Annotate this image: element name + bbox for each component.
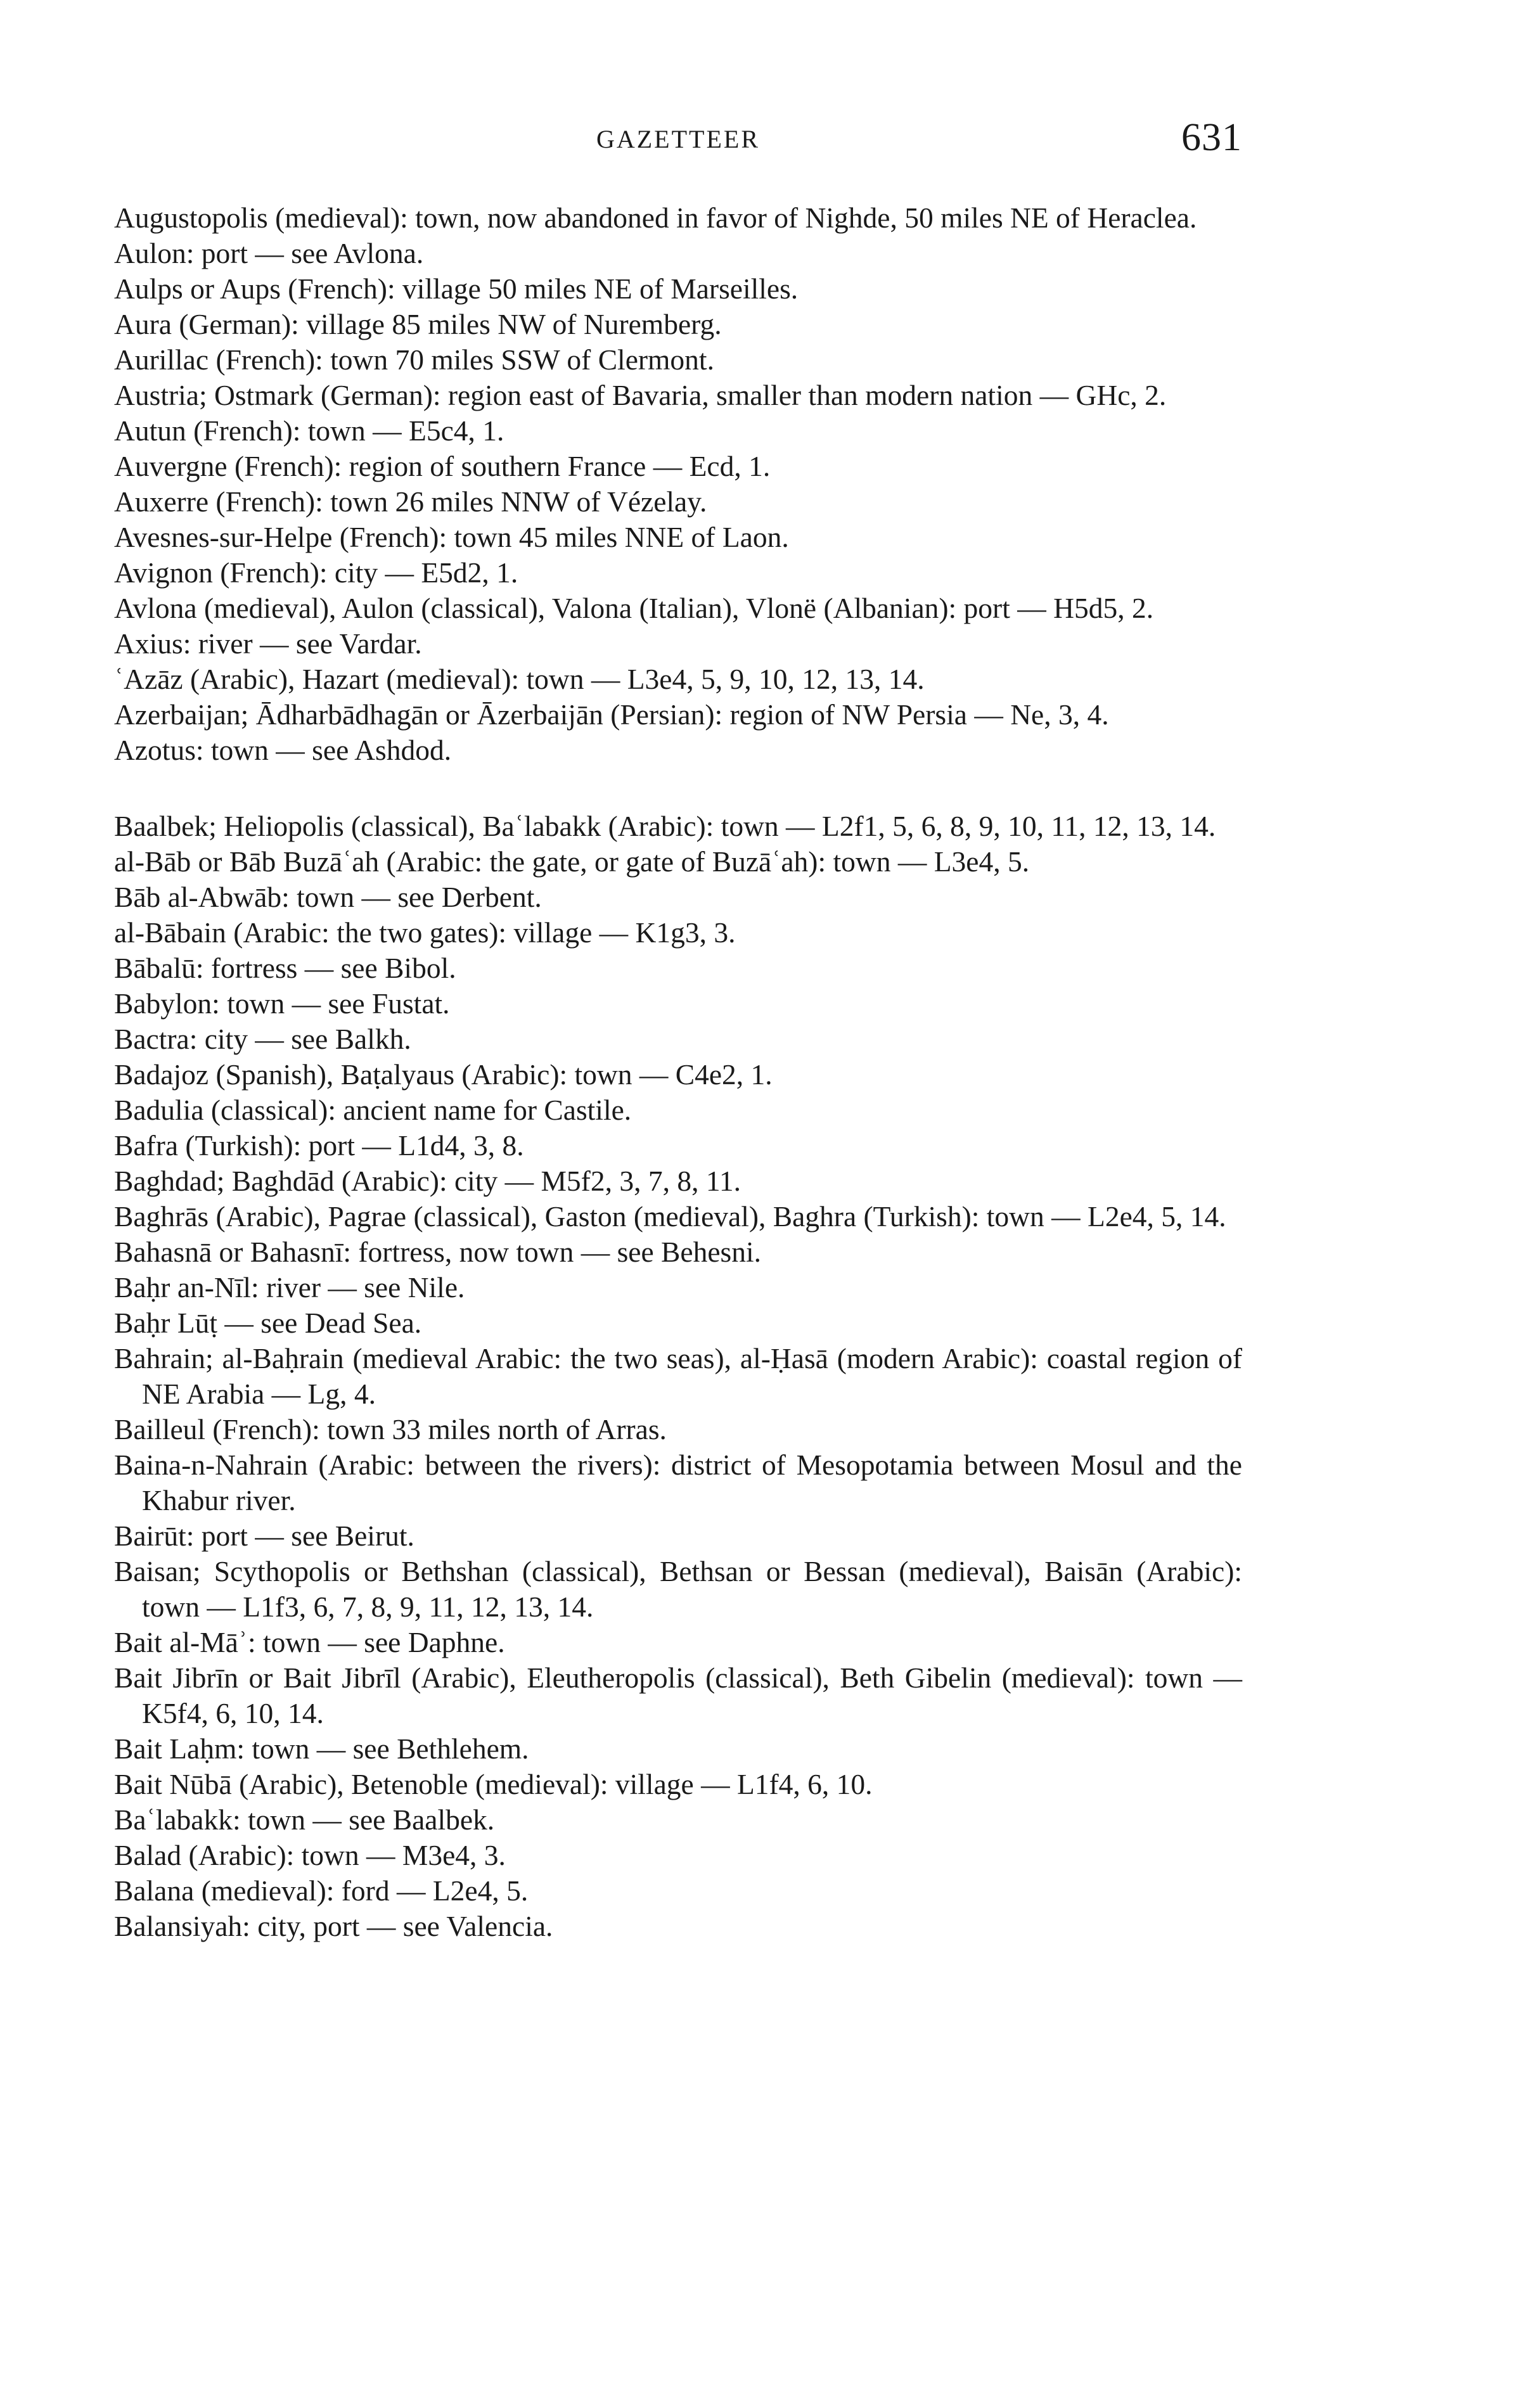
gazetteer-entry: Avignon (French): city — E5d2, 1. bbox=[114, 556, 518, 589]
gazetteer-entry: Bait Nūbā (Arabic), Betenoble (medieval): village — L1f4, 6, 10. bbox=[114, 1768, 873, 1800]
gazetteer-entry: al-Bābain (Arabic: the two gates): village — K1g3, 3. bbox=[114, 916, 736, 949]
gazetteer-entry: Auvergne (French): region of southern France — Ecd, 1. bbox=[114, 450, 771, 482]
gazetteer-entry: Bairūt: port — see Beirut. bbox=[114, 1520, 414, 1552]
gazetteer-entry: Baḥr Lūṭ — see Dead Sea. bbox=[114, 1307, 422, 1339]
gazetteer-entry: Bait Laḥm: town — see Bethlehem. bbox=[114, 1732, 529, 1765]
gazetteer-entry: Azerbaijan; Ādharbādhagān or Āzerbaijān (Persian): region of NW Persia — Ne, 3, 4. bbox=[114, 698, 1109, 731]
gazetteer-entry: Aulon: port — see Avlona. bbox=[114, 237, 424, 269]
gazetteer-entry: Bait Jibrīn or Bait Jibrīl (Arabic), Eleutheropolis (classical), Beth Gibelin (medieval): town — K5f4, 6, 10, 14. bbox=[114, 1662, 1242, 1729]
running-title: GAZETTEER bbox=[596, 125, 760, 153]
gazetteer-entry: Badulia (classical): ancient name for Castile. bbox=[114, 1094, 632, 1126]
gazetteer-entry: Autun (French): town — E5c4, 1. bbox=[114, 414, 504, 447]
gazetteer-entry: Avlona (medieval), Aulon (classical), Valona (Italian), Vlonë (Albanian): port — H5d5, 2. bbox=[114, 592, 1154, 624]
gazetteer-entry: Bahasnā or Bahasnī: fortress, now town — see Behesni. bbox=[114, 1236, 762, 1268]
gazetteer-entry: Baalbek; Heliopolis (classical), Baʿlabakk (Arabic): town — L2f1, 5, 6, 8, 9, 10, 11, 12, 13, 14. bbox=[114, 810, 1216, 842]
gazetteer-entry: Bait al-Māʾ: town — see Daphne. bbox=[114, 1626, 505, 1658]
gazetteer-entry: Baisan; Scythopolis or Bethshan (classical), Bethsan or Bessan (medieval), Baisān (Arabic): town — L1f3, 6, 7, 8, 9, 11, 12, 13, 14. bbox=[114, 1555, 1242, 1623]
gazetteer-entry: ʿAzāz (Arabic), Hazart (medieval): town — L3e4, 5, 9, 10, 12, 13, 14. bbox=[114, 663, 925, 695]
entry-group-a bbox=[114, 200, 1242, 768]
gazetteer-entry: Badajoz (Spanish), Baṭalyaus (Arabic): town — C4e2, 1. bbox=[114, 1058, 773, 1091]
gazetteer-entry: Babylon: town — see Fustat. bbox=[114, 987, 450, 1020]
gazetteer-entry: Aura (German): village 85 miles NW of Nuremberg. bbox=[114, 308, 722, 340]
gazetteer-entry: Augustopolis (medieval): town, now abandoned in favor of Nighde, 50 miles NE of Heraclea. bbox=[114, 202, 1197, 234]
section-break bbox=[114, 768, 1242, 809]
gazetteer-entry: Bāb al-Abwāb: town — see Derbent. bbox=[114, 881, 542, 913]
gazetteer-entry: Bactra: city — see Balkh. bbox=[114, 1023, 411, 1055]
gazetteer-entry: Aulps or Aups (French): village 50 miles NE of Marseilles. bbox=[114, 272, 799, 305]
gazetteer-entry: Balana (medieval): ford — L2e4, 5. bbox=[114, 1874, 529, 1907]
gazetteer-entry: al-Bāb or Bāb Buzāʿah (Arabic: the gate, or gate of Buzāʿah): town — L3e4, 5. bbox=[114, 845, 1030, 878]
gazetteer-entry: Baghrās (Arabic), Pagrae (classical), Gaston (medieval), Baghra (Turkish): town — L2e4, 5, 14. bbox=[114, 1200, 1226, 1233]
entry-group-b bbox=[114, 809, 1242, 1944]
gazetteer-entries bbox=[114, 200, 1242, 1944]
gazetteer-entry: Baina-n-Nahrain (Arabic: between the rivers): district of Mesopotamia between Mosul and the Khabur river. bbox=[114, 1449, 1242, 1516]
gazetteer-entry: Austria; Ostmark (German): region east of Bavaria, smaller than modern nation — GHc, 2. bbox=[114, 379, 1167, 411]
gazetteer-entry: Bailleul (French): town 33 miles north of Arras. bbox=[114, 1413, 667, 1445]
running-head bbox=[114, 116, 1242, 171]
gazetteer-entry: Aurillac (French): town 70 miles SSW of Clermont. bbox=[114, 343, 714, 376]
gazetteer-entry: Avesnes-sur-Helpe (French): town 45 miles NNE of Laon. bbox=[114, 521, 789, 553]
gazetteer-entry: Baʿlabakk: town — see Baalbek. bbox=[114, 1803, 495, 1836]
gazetteer-entry: Auxerre (French): town 26 miles NNW of Vézelay. bbox=[114, 485, 707, 518]
page-number: 631 bbox=[1181, 116, 1242, 159]
gazetteer-entry: Bābalū: fortress — see Bibol. bbox=[114, 952, 456, 984]
gazetteer-entry: Axius: river — see Vardar. bbox=[114, 627, 422, 660]
gazetteer-entry: Bahrain; al-Baḥrain (medieval Arabic: the two seas), al-Ḥasā (modern Arabic): coastal region of NE Arabia — Lg, 4. bbox=[114, 1342, 1242, 1410]
gazetteer-entry: Baghdad; Baghdād (Arabic): city — M5f2, 3, 7, 8, 11. bbox=[114, 1165, 741, 1197]
gazetteer-entry: Azotus: town — see Ashdod. bbox=[114, 734, 452, 766]
gazetteer-entry: Bafra (Turkish): port — L1d4, 3, 8. bbox=[114, 1129, 524, 1162]
gazetteer-entry: Balad (Arabic): town — M3e4, 3. bbox=[114, 1839, 506, 1871]
gazetteer-entry: Baḥr an-Nīl: river — see Nile. bbox=[114, 1271, 465, 1303]
gazetteer-entry: Balansiyah: city, port — see Valencia. bbox=[114, 1910, 553, 1942]
